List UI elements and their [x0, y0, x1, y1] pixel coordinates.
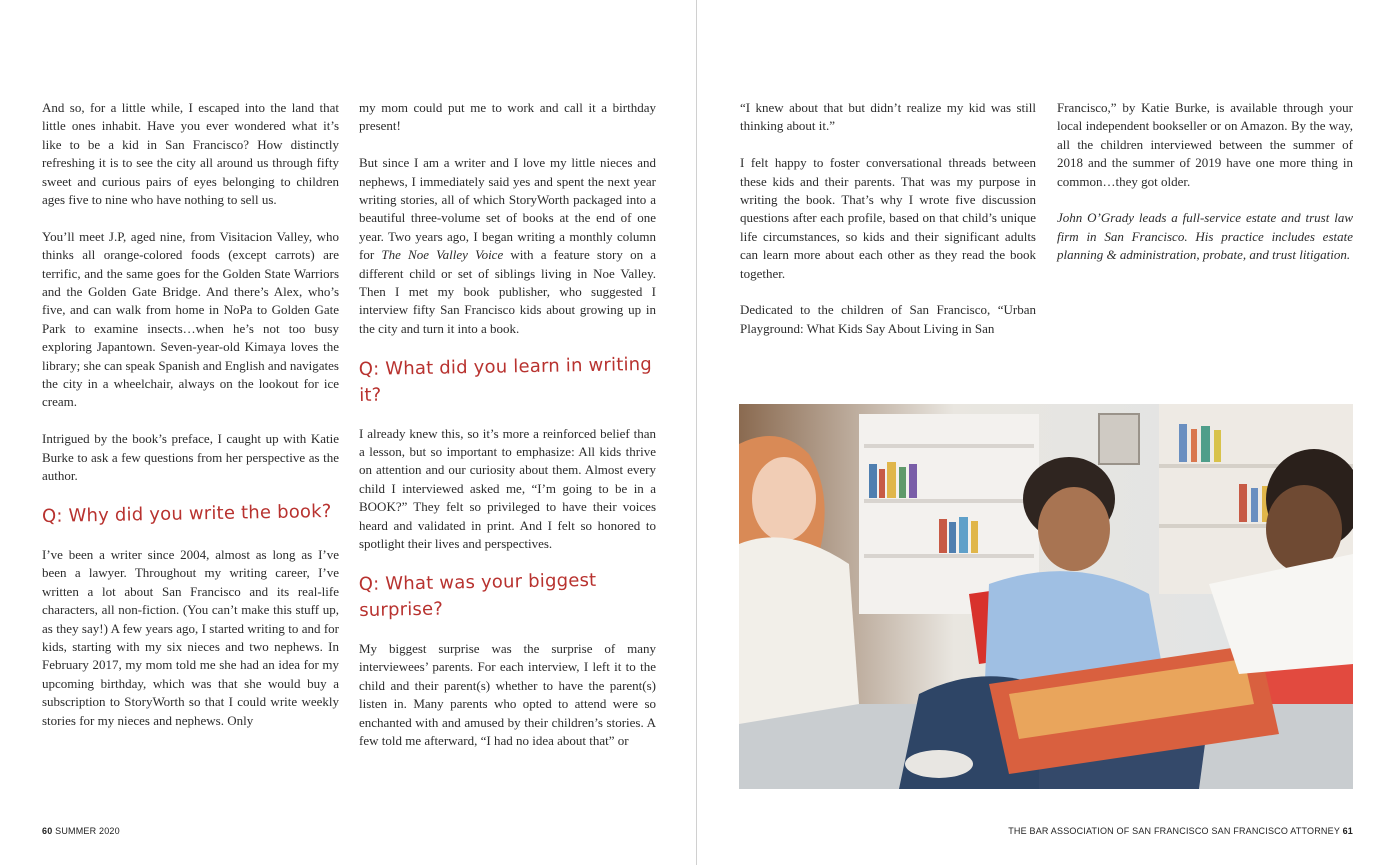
text-run: with a feature story on a different child or set of siblings living in Noe Valley. Then I met my book publisher, who suggested I interview fifty San Francisco kids about growing up in the city and turn it into a book. [359, 247, 657, 336]
page-spine [696, 0, 697, 865]
masthead-label: THE BAR ASSOCIATION OF SAN FRANCISCO SAN FRANCISCO ATTORNEY [1008, 826, 1340, 836]
children-library-photo [739, 404, 1353, 789]
paragraph: I’ve been a writer since 2004, almost as long as I’ve been a lawyer. Throughout my writing career, I’ve written a lot about San Francisco and its real-life characters, all non-fiction. (You can’t make this stuff up, as they say!) A few years ago, I started writing to and for kids, starting with my six nieces and two nephews. In February 2017, my mom told me she had an idea for my upcoming birthday, which was that she would buy a subscription to StoryWorth so that I could write weekly stories for my nieces and nephews. Only [42, 546, 339, 728]
photo-illustration [739, 404, 1353, 789]
paragraph: Francisco,” by Katie Burke, is available through your local independent bookseller or on Amazon. By the way, all the children interviewed between the summer of 2018 and the summer of 2019 have one more thing in common…they got older. [1057, 100, 1353, 189]
paragraph: Intrigued by the book’s preface, I caught up with Katie Burke to ask a few questions from her perspective as the author. [42, 431, 339, 484]
author-bio: John O’Grady leads a full-service estate and trust law firm in San Francisco. His practice includes estate planning & administration, probate, and trust litigation. [1057, 210, 1353, 263]
right-footer [1008, 826, 1353, 836]
paragraph: My biggest surprise was the surprise of many interviewees’ parents. For each interview, I left it to the child and their parent(s) whether to have the parent(s) listen in. Many parents who opted to attend were so enchanted with and amused by their children’s stories. A few told me afterward, “I had no idea about that” or [359, 640, 656, 748]
left-column-2 [359, 99, 656, 769]
right-column-1 [740, 99, 1036, 357]
paragraph: You’ll meet J.P, aged nine, from Visitacion Valley, who thinks all orange-colored foods (except carrots) are terrific, and the same goes for the Golden State Warriors and the Golden Gate Bridge. And there’s Alex, who’s five, and can walk from home in NoPa to Golden Gate Park to examine insects…when he’s not too busy exploring Japantown. Seven-year-old Kimaya loves the library; she can speak Spanish and English and navigates the city in a wheelchair, always on the lookout for ice cream. [42, 228, 339, 410]
right-column-2 [1057, 99, 1353, 283]
paragraph [359, 154, 656, 338]
page-number-right: 61 [1342, 826, 1353, 836]
left-column-1 [42, 99, 339, 748]
paragraph: I already knew this, so it’s more a reinforced belief than a lesson, but so important to emphasize: All kids thrive on attention and our curiosity about them. Almost every child I interviewed asked me, “I’m going to be in a BOOK?” They felt so privileged to have their voices heard and validated in print. And I felt so honored to spotlight their lives and perspectives. [359, 425, 656, 552]
question-heading-learn: Q: What did you learn in writing it? [358, 353, 653, 406]
text-run: But since I am a writer and I love my little nieces and nephews, I immediately said yes and spent the next year writing stories, all of which StoryWorth packaged into a beautiful three-volume set of books at the end of one year. Two years ago, I began writing a monthly column for [359, 155, 656, 263]
paragraph: “I knew about that but didn’t realize my kid was still thinking about it.” [740, 100, 1036, 134]
paragraph: I felt happy to foster conversational threads between these kids and their parents. That was my purpose in writing the book. That’s why I wrote five discussion questions after each profile, based on that child’s unique life circumstances, so kids and their significant adults can learn more about each other as they read the book together. [740, 155, 1036, 281]
page-number-left: 60 [42, 826, 53, 836]
publication-title: The Noe Valley Voice [381, 247, 504, 263]
paragraph: my mom could put me to work and call it a birthday present! [359, 100, 656, 134]
left-footer [42, 826, 120, 836]
issue-label: SUMMER 2020 [55, 826, 120, 836]
paragraph: And so, for a little while, I escaped into the land that little ones inhabit. Have you ever wondered what it’s like to be a kid in San Francisco? How distinctly refreshing it is to see the city all around us through fifty sweet and curious pairs of eyes belonging to children ages five to nine who have nothing to sell us. [42, 100, 339, 208]
question-heading-why: Q: Why did you write the book? [41, 500, 332, 527]
question-heading-surprise: Q: What was your biggest surprise? [358, 569, 597, 621]
paragraph: Dedicated to the children of San Francisco, “Urban Playground: What Kids Say About Living in San [740, 302, 1036, 336]
